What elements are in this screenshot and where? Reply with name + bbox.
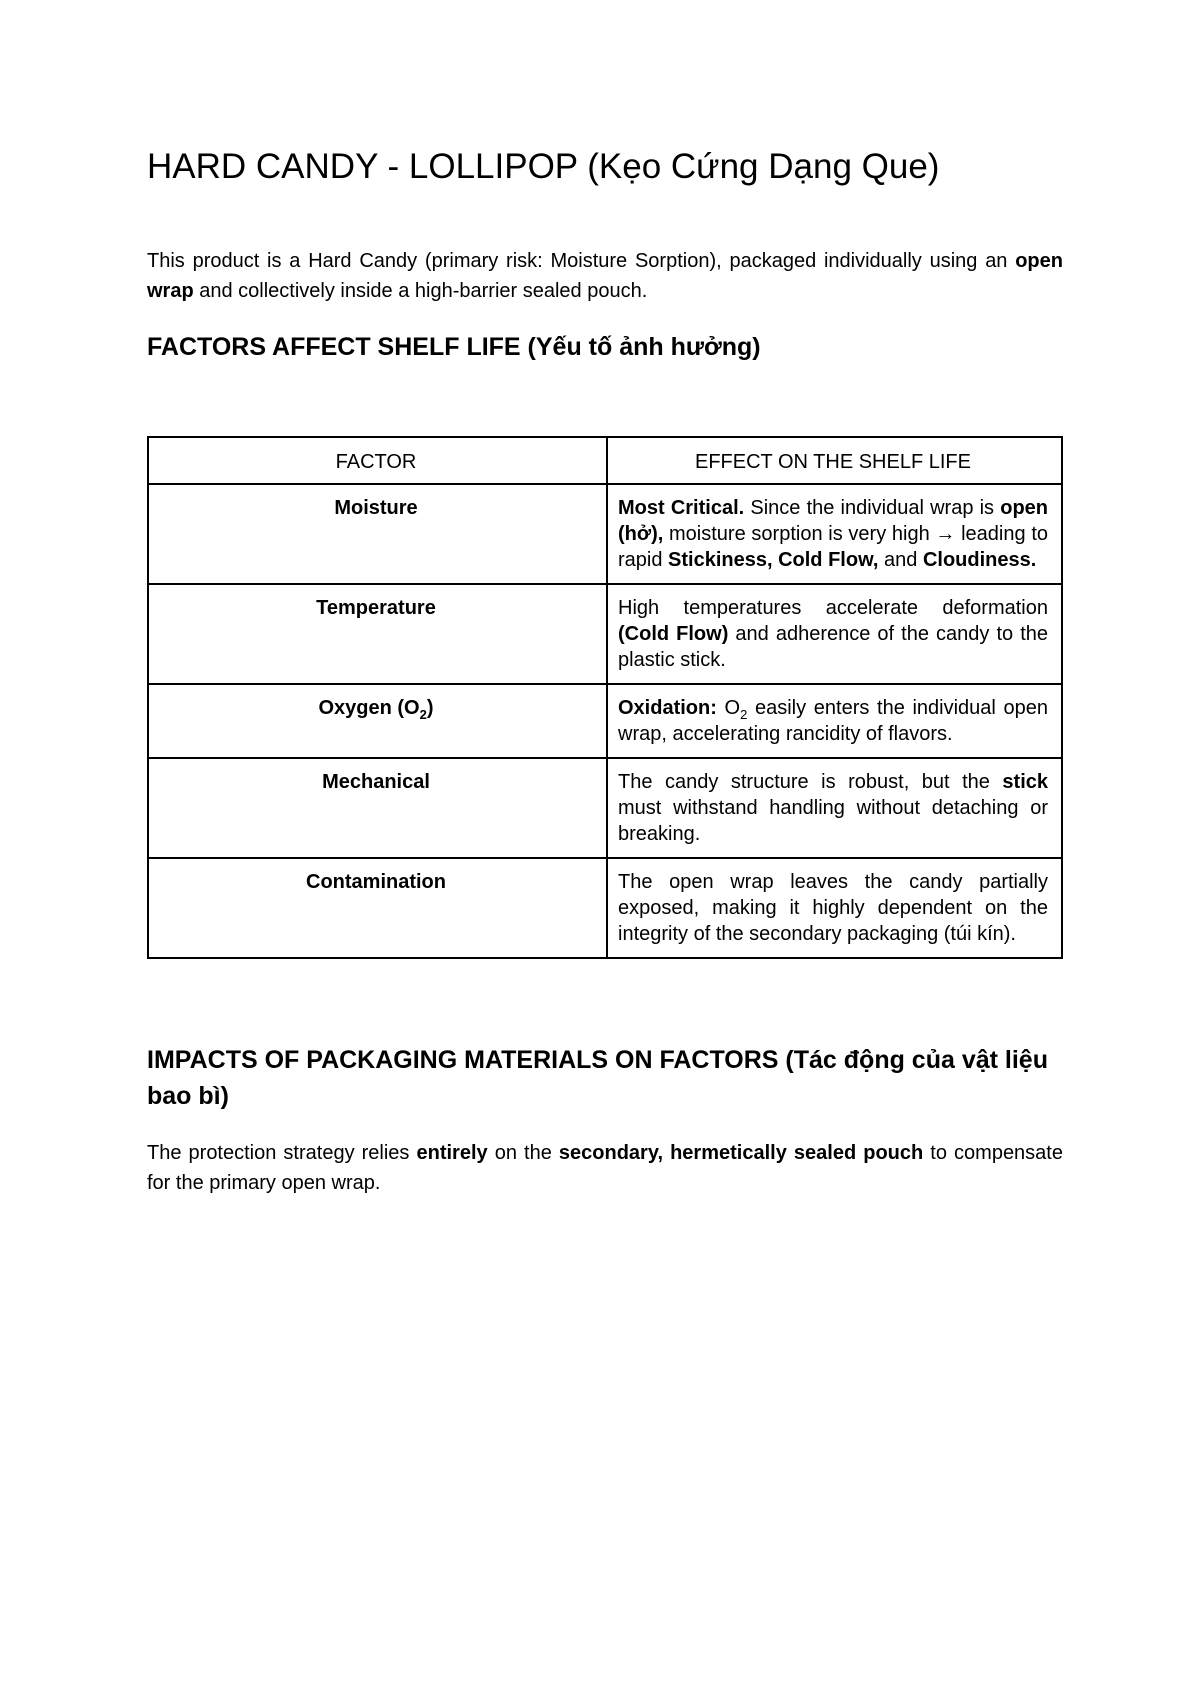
effect-text: (Cold Flow) xyxy=(618,623,729,645)
factor-cell xyxy=(148,584,607,684)
closing-text-2: on the xyxy=(487,1142,559,1164)
table-header-row xyxy=(148,437,1062,484)
table-row xyxy=(148,584,1062,684)
table-body xyxy=(148,484,1062,958)
factor-cell xyxy=(148,484,607,584)
factor-cell xyxy=(148,858,607,958)
effect-cell xyxy=(607,584,1062,684)
effect-text: High temperatures accelerate deformation xyxy=(618,597,1048,619)
effect-text: Oxidation: xyxy=(618,697,717,719)
table-row xyxy=(148,858,1062,958)
factor-label: Contamination xyxy=(306,871,446,893)
intro-text-1: This product is a Hard Candy (primary risk: Moisture Sorption), packaged individually using an xyxy=(147,250,1016,272)
header-effect: EFFECT ON THE SHELF LIFE xyxy=(607,437,1062,484)
table-row xyxy=(148,484,1062,584)
effect-subscript: 2 xyxy=(740,707,748,722)
closing-paragraph xyxy=(147,1138,1063,1198)
effect-text: and adherence of the candy to the plastic stick. xyxy=(618,623,1048,671)
effect-text: Stickiness, Cold Flow, xyxy=(668,549,879,571)
effect-text: must withstand handling without detaching or breaking. xyxy=(618,797,1048,845)
closing-bold-entirely: entirely xyxy=(416,1142,488,1164)
effect-cell xyxy=(607,858,1062,958)
closing-text-3: to compensate for the primary open wrap. xyxy=(147,1142,1063,1194)
effect-text: easily enters the individual open wrap, accelerating rancidity of flavors. xyxy=(618,697,1048,745)
table-row xyxy=(148,684,1062,758)
effect-text: Most Critical. xyxy=(618,497,745,519)
effect-text: moisture sorption is very high → leading to rapid xyxy=(618,523,1048,571)
factor-label: Oxygen (O xyxy=(318,697,420,719)
document-title: HARD CANDY - LOLLIPOP (Kẹo Cứng Dạng Que) xyxy=(147,147,940,186)
effect-text: The open wrap leaves the candy partially exposed, making it highly dependent on the integrity of the secondary packaging (túi kín). xyxy=(618,871,1048,945)
factor-cell xyxy=(148,758,607,858)
factor-label: Temperature xyxy=(316,597,436,619)
factor-label: Moisture xyxy=(334,497,418,519)
effect-cell xyxy=(607,758,1062,858)
intro-paragraph xyxy=(147,246,1063,306)
factors-heading: FACTORS AFFECT SHELF LIFE (Yếu tố ảnh hưởng) xyxy=(147,333,761,361)
effect-text: Since the individual wrap is xyxy=(744,497,1001,519)
effect-text: open (hở), xyxy=(618,497,1049,545)
effect-text: and xyxy=(878,549,923,571)
closing-text-1: The protection strategy relies xyxy=(147,1142,417,1164)
factor-label-tail: ) xyxy=(426,697,434,719)
header-factor: FACTOR xyxy=(148,437,607,484)
factor-cell xyxy=(148,684,607,758)
effect-cell xyxy=(607,684,1062,758)
factors-table xyxy=(147,436,1063,959)
intro-text-2: and collectively inside a high-barrier sealed pouch. xyxy=(193,280,648,302)
effect-text: O xyxy=(716,697,741,719)
factor-label: Mechanical xyxy=(322,771,430,793)
effect-text: Cloudiness. xyxy=(922,549,1037,571)
intro-bold-open-wrap: open wrap xyxy=(147,250,1063,302)
effect-text: The candy structure is robust, but the xyxy=(618,771,1003,793)
impacts-heading: IMPACTS OF PACKAGING MATERIALS ON FACTORS (Tác động của vật liệu bao bì) xyxy=(147,1046,1048,1110)
closing-bold-pouch: secondary, hermetically sealed pouch xyxy=(558,1142,924,1164)
effect-cell xyxy=(607,484,1062,584)
table-row xyxy=(148,758,1062,858)
effect-text: stick xyxy=(1002,771,1048,793)
factor-subscript: 2 xyxy=(419,707,427,722)
